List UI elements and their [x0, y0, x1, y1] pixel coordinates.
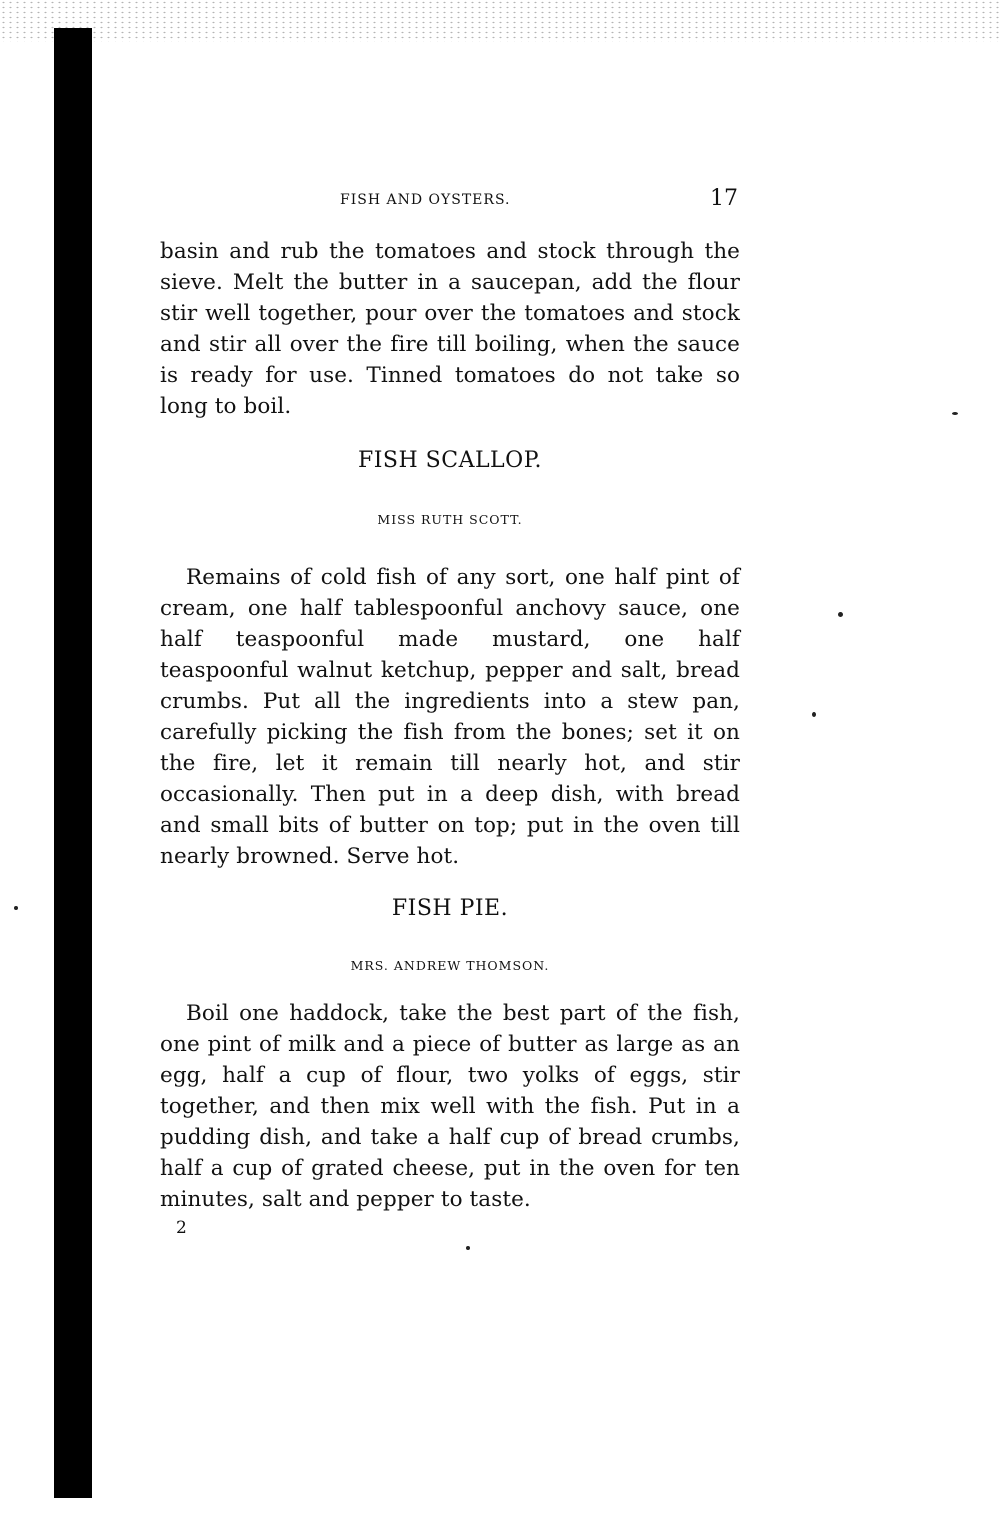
recipe-author: MISS RUTH SCOTT.: [377, 512, 523, 527]
signature-mark: 2: [176, 1218, 187, 1238]
recipe-title: FISH SCALLOP.: [357, 448, 543, 473]
recipe-fish-scallop-body: [160, 562, 740, 872]
recipe-fish-pie-author-line: [160, 958, 740, 973]
scan-edge-noise: [0, 0, 1000, 42]
recipe-fish-pie-body: [160, 998, 740, 1215]
recipe-fish-scallop: [160, 448, 740, 473]
recipe-fish-scallop-author-line: [160, 512, 740, 527]
recipe-text: Boil one haddock, take the best part of the fish, one pint of milk and a piece of butter as large as an egg, half a cup of flour, two yolks of eggs, stir together, and then mix well with the fish. Put in a pudding dish, and take a half cup of bread crumbs, half a cup of grated cheese, put in the oven for ten minutes, salt and pepper to taste.: [160, 1001, 740, 1212]
continuation-section: [160, 236, 740, 422]
running-head: FISH AND OYSTERS.: [340, 192, 511, 208]
recipe-title: FISH PIE.: [391, 896, 509, 921]
recipe-author: MRS. ANDREW THOMSON.: [350, 958, 550, 973]
scan-speck: [466, 1246, 470, 1250]
recipe-text: Remains of cold fish of any sort, one half pint of cream, one half tablespoonful anchovy sauce, one half teaspoonful made mustard, one half teaspoonful walnut ketchup, pepper and salt, bread crumbs. Put all the ingredients into a stew pan, carefully picking the fish from the bones; set it on the fire, let it remain till nearly hot, and stir occasionally. Then put in a deep dish, with bread and small bits of butter on top; put in the oven till nearly browned. Serve hot.: [160, 565, 740, 869]
page-number: 17: [710, 186, 738, 211]
scan-speck: [838, 612, 843, 617]
recipe-fish-pie: [160, 896, 740, 921]
page-header: [160, 186, 740, 216]
scan-speck: [812, 712, 816, 717]
book-spine-shadow: [54, 28, 92, 1498]
scan-speck: [14, 906, 18, 910]
scan-speck: [952, 412, 958, 415]
continuation-paragraph: basin and rub the tomatoes and stock through the sieve. Melt the butter in a saucepan, add the flour stir well together, pour over the tomatoes and stock and stir all over the fire till boiling, when the sauce is ready for use. Tinned tomatoes do not take so long to boil.: [160, 239, 740, 419]
